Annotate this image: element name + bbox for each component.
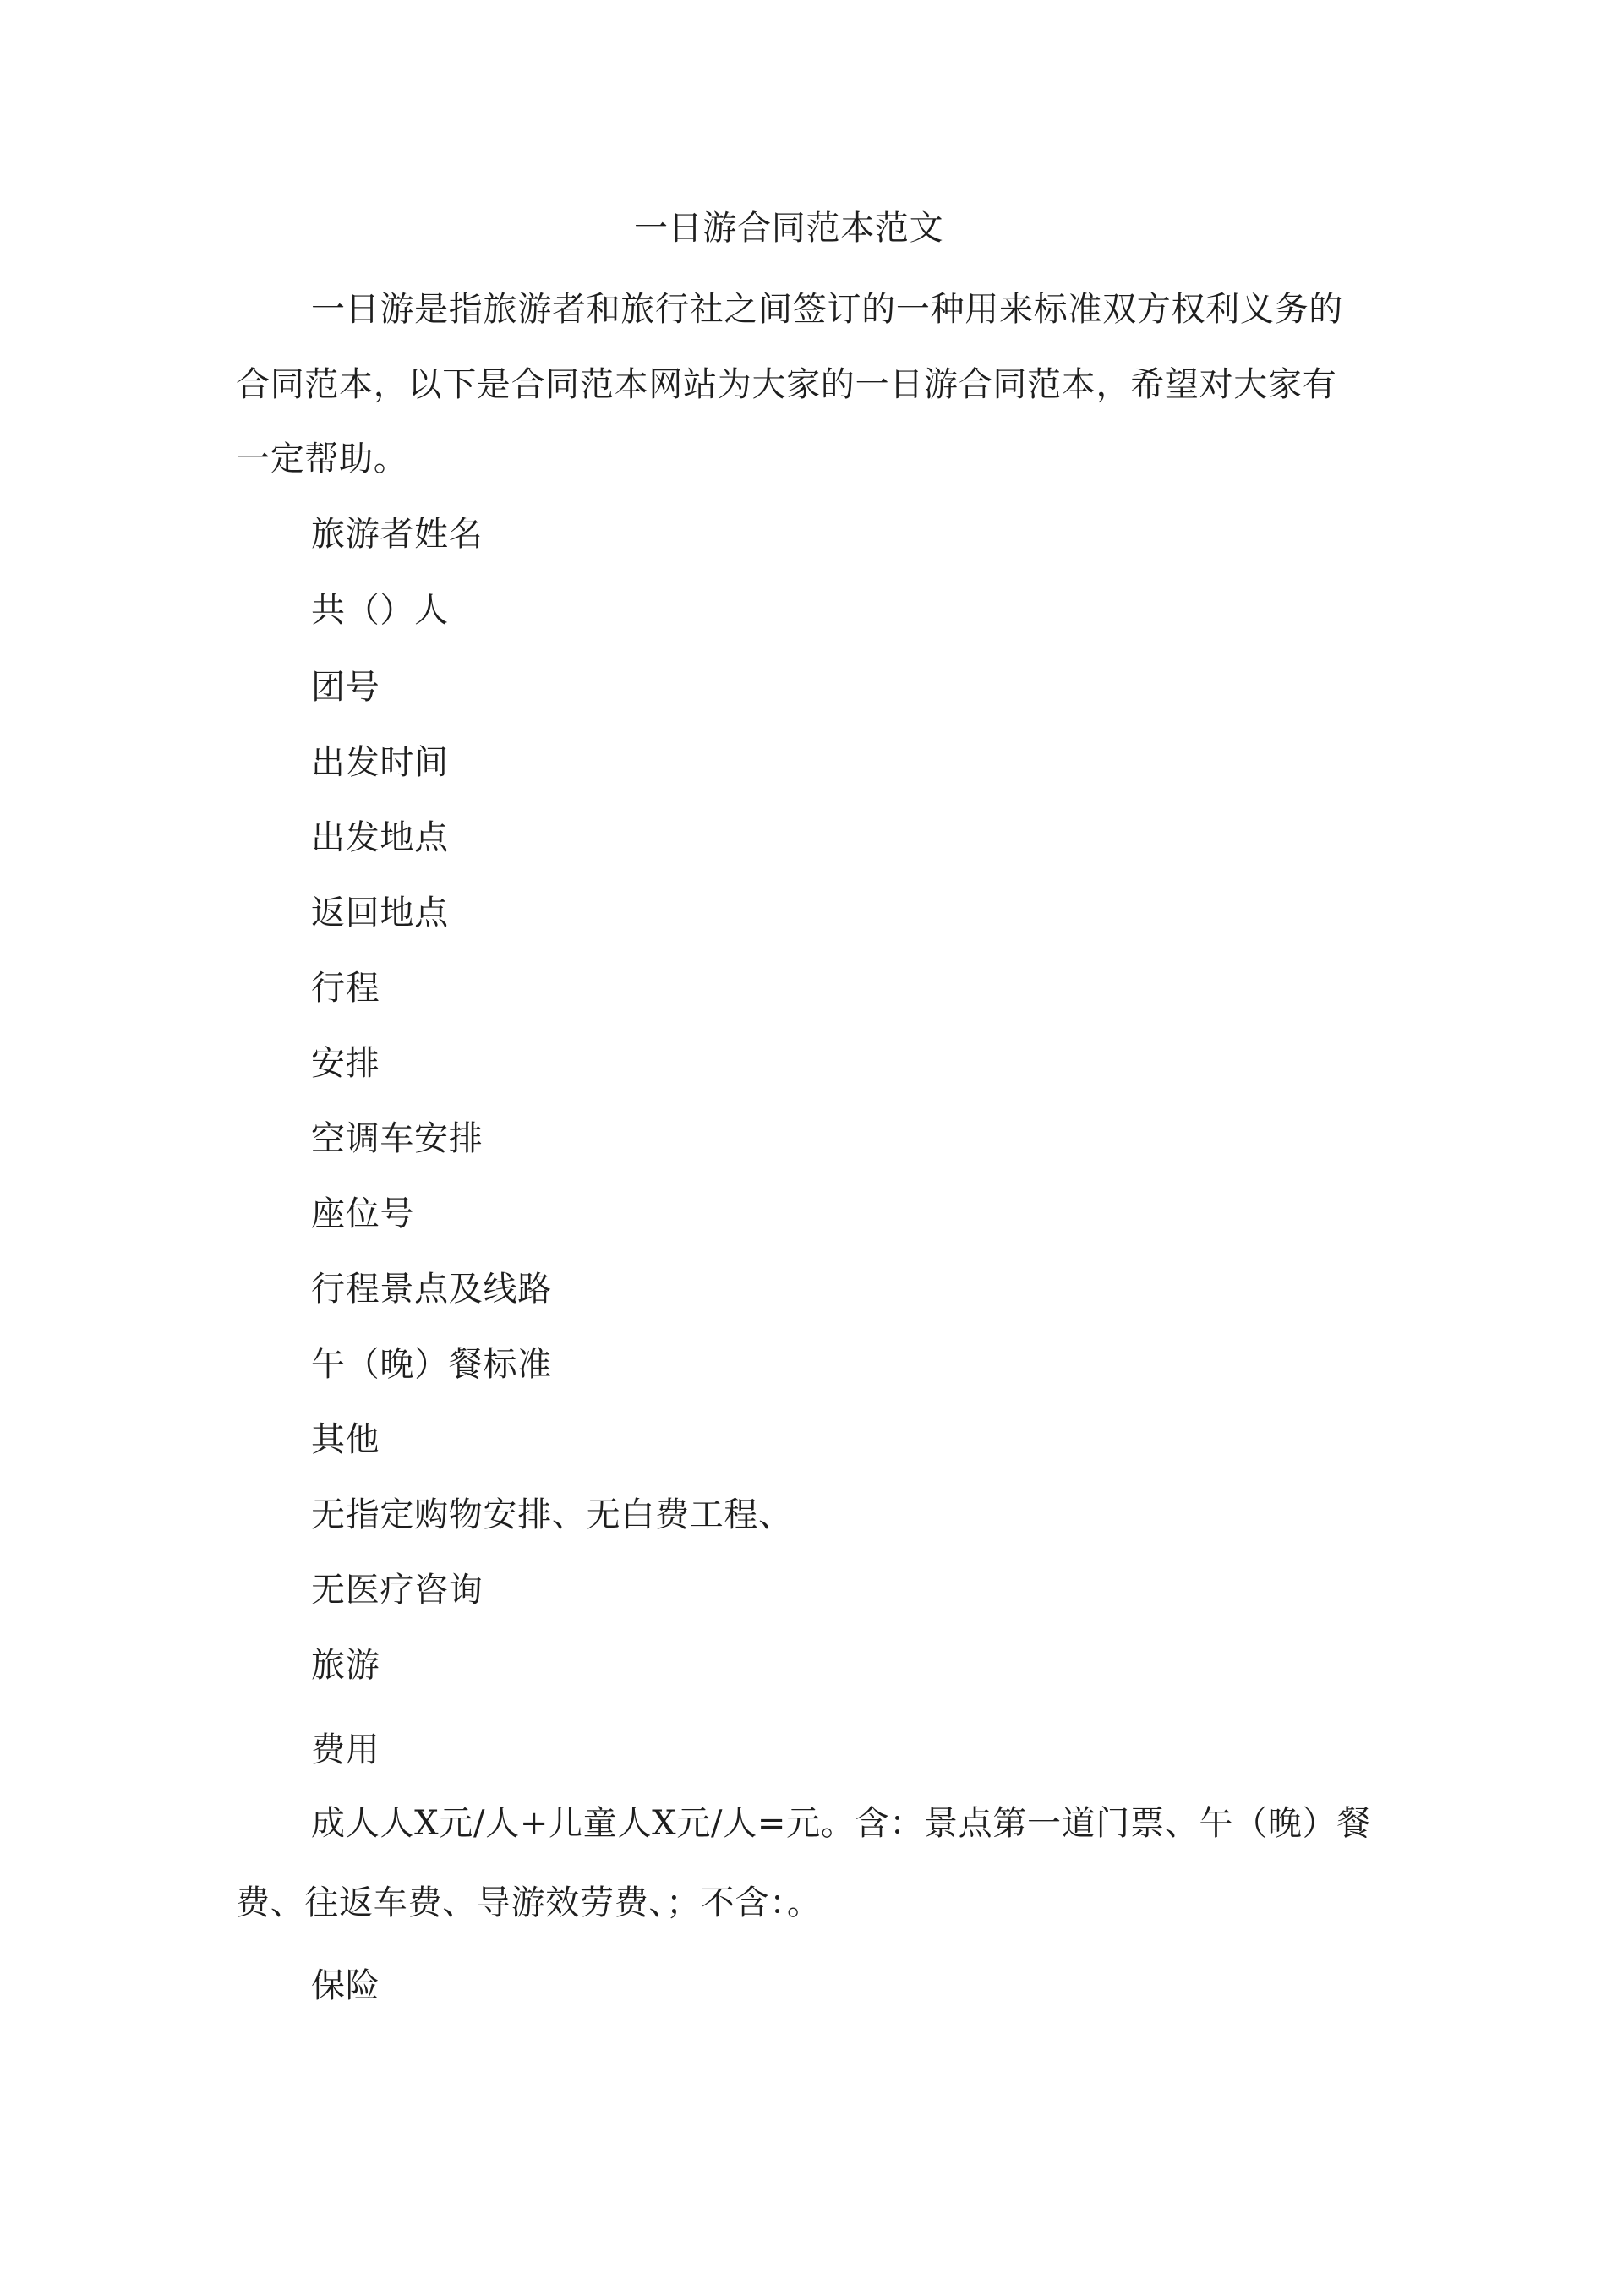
intro-line: 合同范本，以下是合同范本网站为大家的一日游合同范本，希望对大家有 xyxy=(236,365,1337,404)
field-group-number: 团号 xyxy=(311,668,380,707)
field-meal-standard: 午（晚）餐标准 xyxy=(311,1345,552,1384)
intro-line: 一定帮助。 xyxy=(236,440,408,478)
field-travel: 旅游 xyxy=(311,1646,380,1685)
fee-line: 成人人X元/人+儿童人X元/人=元。含：景点第一道门票、午（晚）餐 xyxy=(311,1804,1372,1843)
fee-line: 费、往返车费、导游效劳费、；不含：。 xyxy=(236,1883,822,1922)
field-return-place: 返回地点 xyxy=(311,894,449,932)
field-no-shopping: 无指定购物安排、无白费工程、 xyxy=(311,1495,793,1534)
field-seat-number: 座位号 xyxy=(311,1194,415,1233)
field-arrangement: 安排 xyxy=(311,1044,380,1083)
field-insurance: 保险 xyxy=(311,1966,380,2005)
field-route: 行程景点及线路 xyxy=(311,1270,552,1309)
intro-line: 一日游是指旅游者和旅行社之间签订的一种用来标准双方权利义务的 xyxy=(311,290,1343,329)
field-fees: 费用 xyxy=(311,1730,380,1769)
field-traveler-name: 旅游者姓名 xyxy=(311,515,484,554)
field-ac-bus: 空调车安排 xyxy=(311,1119,484,1158)
field-no-medical: 无医疗咨询 xyxy=(311,1571,484,1610)
document-title: 一日游合同范本范文 xyxy=(634,209,944,248)
field-itinerary: 行程 xyxy=(311,969,380,1008)
field-people-count: 共（）人 xyxy=(311,591,449,630)
field-departure-place: 出发地点 xyxy=(311,818,449,857)
field-departure-time: 出发时间 xyxy=(311,743,449,782)
field-other: 其他 xyxy=(311,1420,380,1459)
